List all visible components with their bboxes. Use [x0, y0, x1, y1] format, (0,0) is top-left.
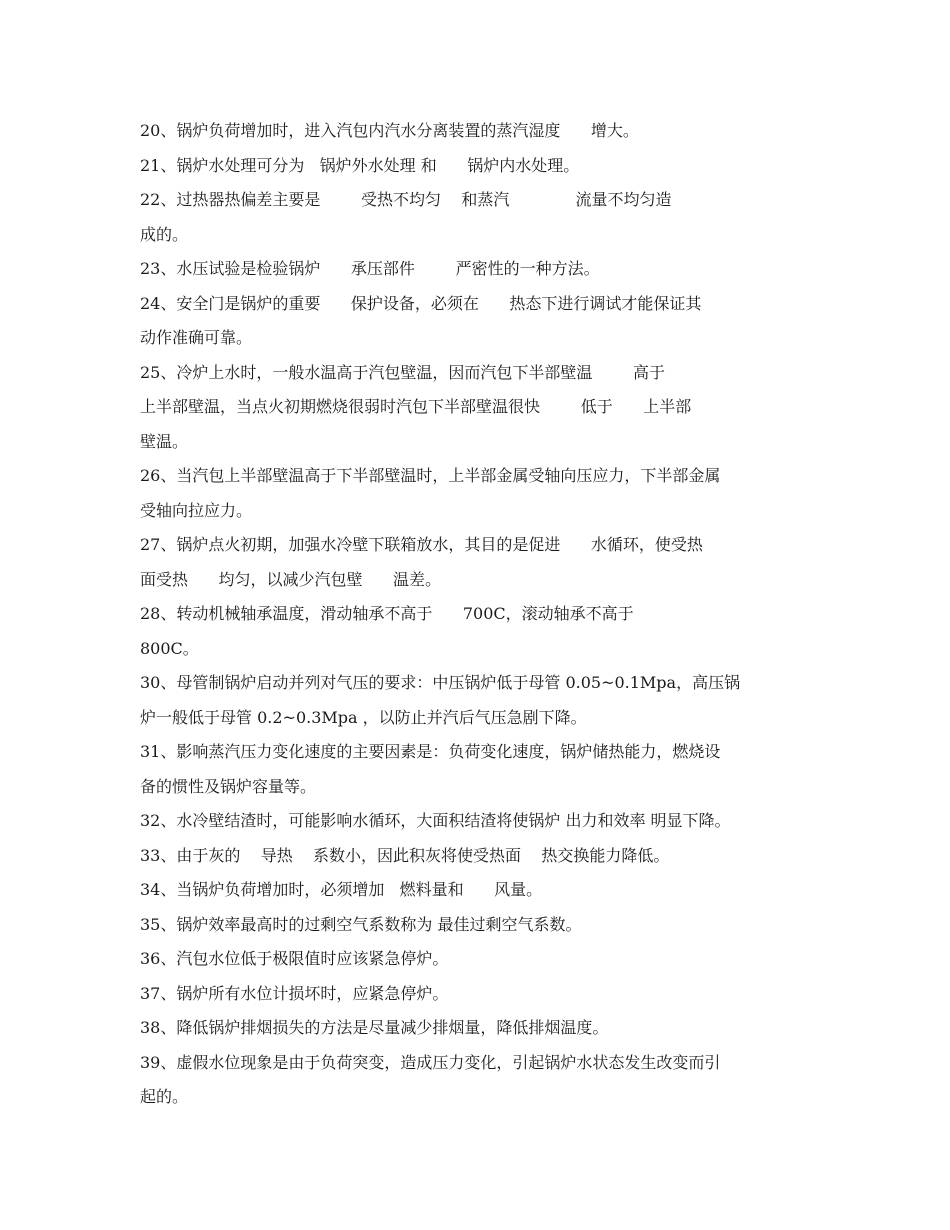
text-line: 炉一般低于母管 0.2~0.3Mpa ，以防止并汽后气压急剧下降。 [140, 707, 587, 727]
text-line: 33、由于灰的 导热 系数小，因此积灰将使受热面 热交换能力降低。 [140, 845, 670, 865]
text-line: 动作准确可靠。 [140, 328, 253, 347]
text-line: 800C。 [140, 638, 199, 658]
text-line: 起的。 [140, 1087, 189, 1106]
text-line: 34、当锅炉负荷增加时，必须增加 燃料量和 风量。 [140, 880, 543, 899]
text-line: 26、当汽包上半部壁温高于下半部壁温时，上半部金属受轴向压应力，下半部金属 [140, 466, 721, 485]
text-line: 20、锅炉负荷增加时，进入汽包内汽水分离装置的蒸汽湿度 增大。 [140, 121, 639, 140]
text-line: 30、母管制锅炉启动并列对气压的要求：中压锅炉低于母管 0.05~0.1Mpa，高压锅 [140, 673, 741, 692]
text-line: 31、影响蒸汽压力变化速度的主要因素是：负荷变化速度，锅炉储热能力，燃烧设 [140, 742, 721, 761]
text-line: 38、降低锅炉排烟损失的方法是尽量减少排烟量，降低排烟温度。 [140, 1018, 609, 1037]
text-line: 壁温。 [140, 431, 189, 451]
document-body [140, 114, 822, 1115]
text-line: 面受热 均匀，以减少汽包壁 温差。 [140, 569, 442, 589]
text-line: 37、锅炉所有水位计损坏时，应紧急停炉。 [140, 983, 449, 1003]
text-line: 28、转动机械轴承温度，滑动轴承不高于 700C，滚动轴承不高于 [140, 604, 634, 623]
text-line: 35、锅炉效率最高时的过剩空气系数称为 最佳过剩空气系数。 [140, 914, 582, 934]
text-line: 成的。 [140, 224, 189, 244]
text-line: 36、汽包水位低于极限值时应该紧急停炉。 [140, 949, 449, 968]
text-line: 39、虚假水位现象是由于负荷突变，造成压力变化，引起锅炉水状态发生改变而引 [140, 1052, 721, 1072]
text-line: 上半部壁温，当点火初期燃烧很弱时汽包下半部壁温很快 低于 上半部 [140, 397, 692, 416]
text-line: 备的惯性及锅炉容量等。 [140, 776, 317, 796]
text-line: 22、过热器热偏差主要是 受热不均匀 和蒸汽 流量不均匀造 [140, 190, 672, 209]
text-line: 32、水冷壁结渣时，可能影响水循环，大面积结渣将使锅炉 出力和效率 明显下降。 [140, 811, 731, 830]
text-line: 21、锅炉水处理可分为 锅炉外水处理 和 锅炉内水处理。 [140, 155, 580, 175]
text-line: 受轴向拉应力。 [140, 500, 253, 520]
text-line: 23、水压试验是检验锅炉 承压部件 严密性的一种方法。 [140, 259, 600, 278]
text-line: 24、安全门是锅炉的重要 保护设备，必须在 热态下进行调试才能保证其 [140, 293, 702, 313]
text-line: 27、锅炉点火初期，加强水冷壁下联箱放水，其目的是促进 水循环，使受热 [140, 535, 703, 554]
text-line: 25、冷炉上水时，一般水温高于汽包壁温，因而汽包下半部壁温 高于 [140, 362, 666, 382]
